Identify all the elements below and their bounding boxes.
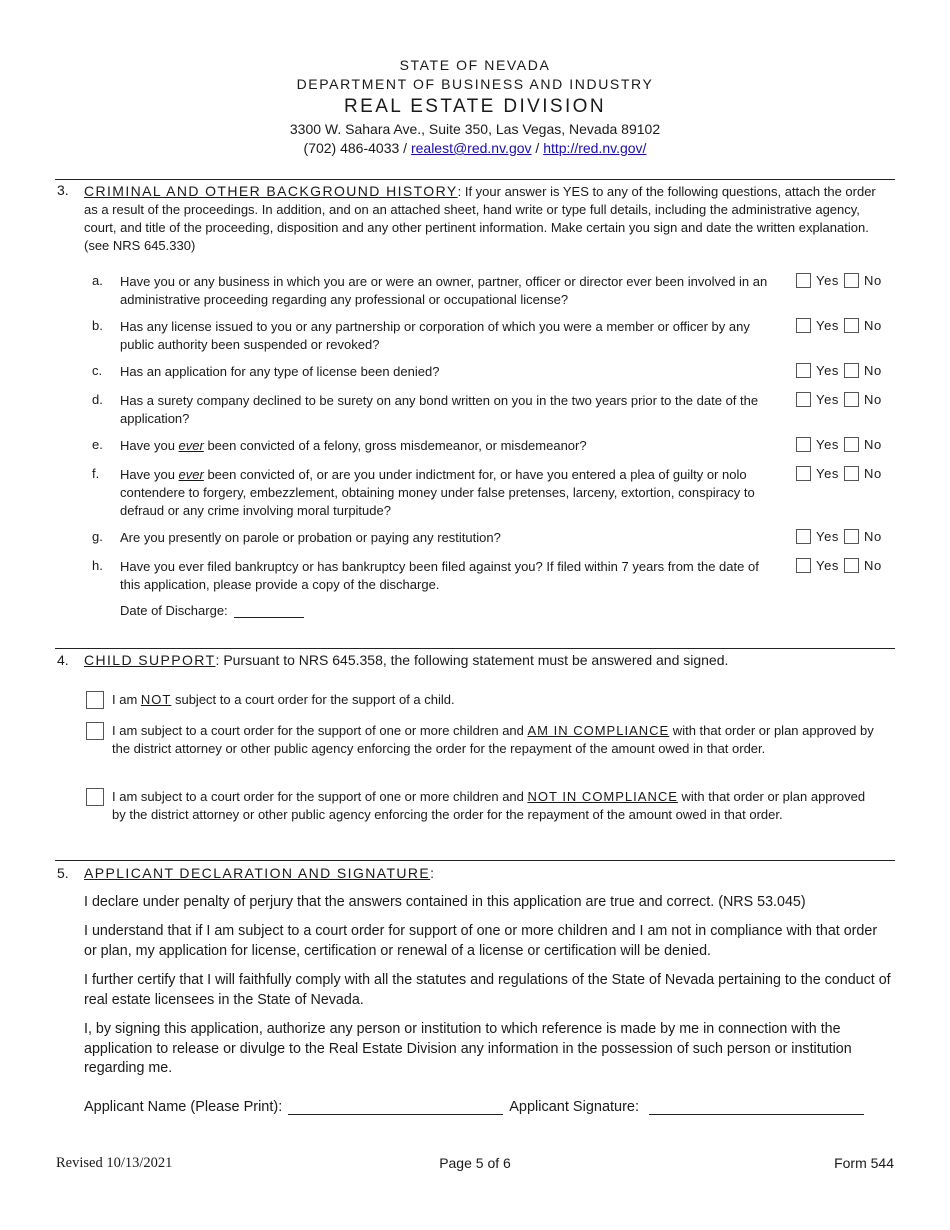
website-link[interactable]: http://red.nv.gov/ — [543, 140, 647, 156]
section-divider — [55, 860, 895, 861]
question-letter: h. — [92, 558, 103, 573]
question-letter: e. — [92, 437, 103, 452]
applicant-name-label: Applicant Name (Please Print): — [84, 1099, 283, 1115]
no-label: No — [864, 529, 882, 544]
section-5-title: APPLICANT DECLARATION AND SIGNATURE — [84, 865, 431, 881]
no-label: No — [864, 558, 882, 573]
applicant-signature-label: Applicant Signature: — [509, 1099, 640, 1115]
question-text: Have you ever been convicted of, or are you under indictment for, or have you entered a plea of guilty or nolo contendere to forgery, embezzlement, obtaining money under false pretenses, larceny, extortion, conspiracy to defraud or any crime involving moral turpitude? — [120, 467, 755, 518]
no-label: No — [864, 437, 882, 452]
section-3-intro: CRIMINAL AND OTHER BACKGROUND HISTORY: If your answer is YES to any of the following questions, attach the order as a result of the proceedings. In addition, and on an attached sheet, hand write or type full details, including the administrative agency, court, and title of the proceeding, disposition and any other pertinent information. Make certain you sign and date the written explanation. (see NRS 645.330) — [84, 183, 876, 253]
separator: / — [535, 140, 540, 156]
yes-checkbox[interactable] — [796, 363, 811, 378]
applicant-signature-field[interactable] — [649, 1096, 864, 1115]
section-5-number: 5. — [57, 865, 69, 881]
question-text: Has a surety company declined to be surety on any bond written on you in the two years prior to the date of the application? — [120, 393, 759, 426]
yes-no-group — [796, 437, 887, 452]
page-number: Page 5 of 6 — [439, 1155, 511, 1171]
declaration-paragraph-2: I understand that if I am subject to a court order for support of one or more children and I am not in compliance with that order or plan, my application for license, certification or renewal of a license or certification will be denied. — [84, 923, 878, 959]
question-letter: g. — [92, 529, 103, 544]
section-divider — [55, 179, 895, 180]
yes-checkbox[interactable] — [796, 392, 811, 407]
no-checkbox[interactable] — [844, 363, 859, 378]
question-text: Has any license issued to you or any partnership or corporation of which you were a member or officer by any public authority been suspended or revoked? — [120, 319, 750, 352]
department-name: DEPARTMENT OF BUSINESS AND INDUSTRY — [296, 76, 654, 92]
discharge-date-label: Date of Discharge: — [120, 603, 228, 618]
yes-checkbox[interactable] — [796, 437, 811, 452]
not-in-compliance-checkbox[interactable] — [86, 788, 104, 806]
division-name: REAL ESTATE DIVISION — [344, 96, 606, 117]
no-label: No — [864, 466, 882, 481]
yes-no-group — [796, 318, 887, 333]
question-text: Have you or any business in which you are or were an owner, partner, officer or director ever been involved in an administrative proceeding regarding any professional or occupational license? — [120, 274, 768, 307]
no-checkbox[interactable] — [844, 529, 859, 544]
question-text: Have you ever been convicted of a felony, gross misdemeanor, or misdemeanor? — [120, 438, 587, 453]
emphasis-in-compliance: AM IN COMPLIANCE — [527, 723, 670, 738]
yes-checkbox[interactable] — [796, 466, 811, 481]
applicant-name-field[interactable] — [288, 1096, 503, 1115]
contact-line — [0, 139, 950, 158]
discharge-date-row — [120, 603, 304, 618]
yes-no-group — [796, 529, 887, 544]
yes-label: Yes — [816, 558, 840, 573]
signature-row — [84, 1096, 864, 1115]
yes-checkbox[interactable] — [796, 273, 811, 288]
no-label: No — [864, 318, 882, 333]
no-checkbox[interactable] — [844, 318, 859, 333]
section-4-heading: CHILD SUPPORT: Pursuant to NRS 645.358, the following statement must be answered and signed. — [84, 652, 729, 668]
yes-no-group — [796, 363, 887, 378]
form-number: Form 544 — [834, 1155, 894, 1171]
declaration-paragraph-4: I, by signing this application, authorize any person or institution to which reference is made by me in connection with the application to release or divulge to the Real Estate Division any information in the possession of such person or institution regarding me. — [84, 1021, 852, 1076]
section-4-number: 4. — [57, 652, 69, 668]
yes-no-group — [796, 392, 887, 407]
no-checkbox[interactable] — [844, 466, 859, 481]
yes-label: Yes — [816, 466, 840, 481]
email-link[interactable]: realest@red.nv.gov — [410, 140, 532, 156]
question-text: Are you presently on parole or probation or paying any restitution? — [120, 530, 501, 545]
revised-date: Revised 10/13/2021 — [56, 1155, 173, 1171]
question-letter: c. — [92, 363, 103, 378]
yes-label: Yes — [816, 437, 840, 452]
yes-label: Yes — [816, 273, 840, 288]
yes-label: Yes — [816, 392, 840, 407]
state-name: STATE OF NEVADA — [399, 57, 551, 73]
letterhead — [0, 56, 950, 158]
question-letter: f. — [92, 466, 100, 481]
not-subject-checkbox[interactable] — [86, 691, 104, 709]
yes-no-group — [796, 273, 887, 288]
yes-label: Yes — [816, 529, 840, 544]
section-divider — [55, 648, 895, 649]
question-text: Have you ever filed bankruptcy or has bankruptcy been filed against you? If filed within 7 years from the date of this application, please provide a copy of the discharge. — [120, 559, 759, 592]
yes-checkbox[interactable] — [796, 318, 811, 333]
question-letter: b. — [92, 318, 103, 333]
in-compliance-checkbox[interactable] — [86, 722, 104, 740]
no-label: No — [864, 392, 882, 407]
no-checkbox[interactable] — [844, 273, 859, 288]
question-letter: a. — [92, 273, 103, 288]
declaration-paragraph-1: I declare under penalty of perjury that the answers contained in this application are true and correct. (NRS 53.045) — [84, 894, 806, 910]
yes-label: Yes — [816, 363, 840, 378]
declaration-paragraph-3: I further certify that I will faithfully comply with all the statutes and regulations of the State of Nevada pertaining to the conduct of real estate licensees in the State of Nevada. — [84, 972, 891, 1008]
discharge-date-field[interactable] — [234, 605, 304, 618]
no-label: No — [864, 273, 882, 288]
no-checkbox[interactable] — [844, 437, 859, 452]
section-4-lead: Pursuant to NRS 645.358, the following statement must be answered and signed. — [223, 652, 729, 668]
emphasis-ever: ever — [178, 438, 204, 453]
yes-checkbox[interactable] — [796, 529, 811, 544]
question-text: Has an application for any type of license been denied? — [120, 364, 440, 379]
emphasis-not-in-compliance: NOT IN COMPLIANCE — [527, 789, 678, 804]
yes-checkbox[interactable] — [796, 558, 811, 573]
section-5-heading: APPLICANT DECLARATION AND SIGNATURE: — [84, 865, 435, 881]
section-3-title: CRIMINAL AND OTHER BACKGROUND HISTORY — [84, 183, 458, 199]
emphasis-not: NOT — [140, 692, 172, 707]
yes-no-group — [796, 558, 887, 573]
phone: (702) 486-4033 — [303, 140, 400, 156]
yes-no-group — [796, 466, 887, 481]
section-3-number: 3. — [57, 182, 69, 198]
no-checkbox[interactable] — [844, 392, 859, 407]
yes-label: Yes — [816, 318, 840, 333]
no-label: No — [864, 363, 882, 378]
separator: / — [403, 140, 408, 156]
no-checkbox[interactable] — [844, 558, 859, 573]
section-4-title: CHILD SUPPORT — [84, 652, 216, 668]
address: 3300 W. Sahara Ave., Suite 350, Las Vegas, Nevada 89102 — [289, 121, 661, 137]
section-3-intro-text: If your answer is YES to any of the following questions, attach the order as a result of the proceedings. In addition, and on an attached sheet, hand write or type full details, including the administrative agency, court, and title of the proceeding, disposition and any other pertinent information. Make certain you sign and date the written explanation. (see NRS 645.330) — [84, 184, 876, 253]
emphasis-ever: ever — [178, 467, 204, 482]
question-letter: d. — [92, 392, 103, 407]
